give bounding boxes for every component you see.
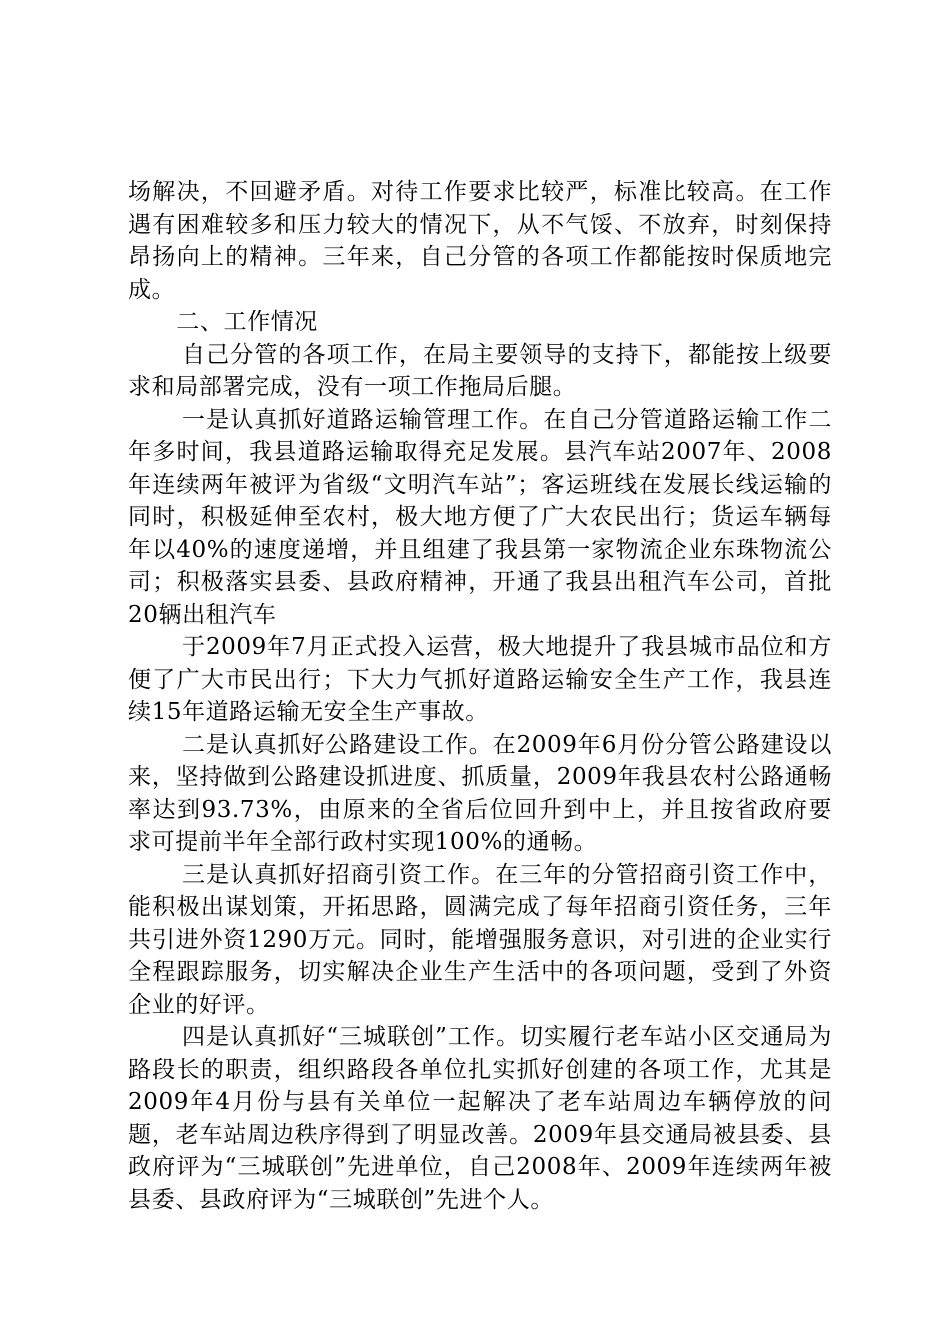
document-page [128, 176, 832, 1216]
paragraph-overview: 自己分管的各项工作，在局主要领导的支持下，都能按上级要求和局部署完成，没有一项工作拖局后腿。 [128, 341, 832, 400]
paragraph-taxi-operations: 于2009年7月正式投入运营，极大地提升了我县城市品位和方便了广大市民出行；下大力气抓好道路运输安全生产工作，我县连续15年道路运输无安全生产事故。 [128, 634, 832, 725]
paragraph-three-city-campaign: 四是认真抓好“三城联创”工作。切实履行老车站小区交通局为路段长的职责，组织路段各单位扎实抓好创建的各项工作，尤其是2009年4月份与县有关单位一起解决了老车站周边车辆停放的问题，老车站周边秩序得到了明显改善。2009年县交通局被县委、县政府评为“三城联创”先进单位，自己2008年、2009年连续两年被县委、县政府评为“三城联创”先进个人。 [128, 1024, 832, 1213]
paragraph-highway-construction: 二是认真抓好公路建设工作。在2009年6月份分管公路建设以来，坚持做到公路建设抓进度、抓质量，2009年我县农村公路通畅率达到93.73%，由原来的全省后位回升到中上，并且按省政府要求可提前半年全部行政村实现100%的通畅。 [128, 731, 832, 855]
paragraph-investment: 三是认真抓好招商引资工作。在三年的分管招商引资工作中，能积极出谋划策，开拓思路，圆满完成了每年招商引资任务，三年共引进外资1290万元。同时，能增强服务意识，对引进的企业实行全程跟踪服务，切实解决企业生产生活中的各项问题，受到了外资企业的好评。 [128, 861, 832, 1018]
paragraph-road-transport: 一是认真抓好道路运输管理工作。在自己分管道路运输工作二年多时间，我县道路运输取得充足发展。县汽车站2007年、2008年连续两年被评为省级“文明汽车站”；客运班线在发展长线运输的同时，积极延伸至农村，极大地方便了广大农民出行；货运车辆每年以40%的速度递增，并且组建了我县第一家物流企业东珠物流公司；积极落实县委、县政府精神，开通了我县出租汽车公司，首批20辆出租汽车 [128, 406, 832, 628]
paragraph-continuation: 场解决，不回避矛盾。对待工作要求比较严，标准比较高。在工作遇有困难较多和压力较大的情况下，从不气馁、不放弃，时刻保持昂扬向上的精神。三年来，自己分管的各项工作都能按时保质地完成。 [128, 179, 832, 303]
section-heading-work-status: 二、工作情况 [176, 309, 318, 335]
